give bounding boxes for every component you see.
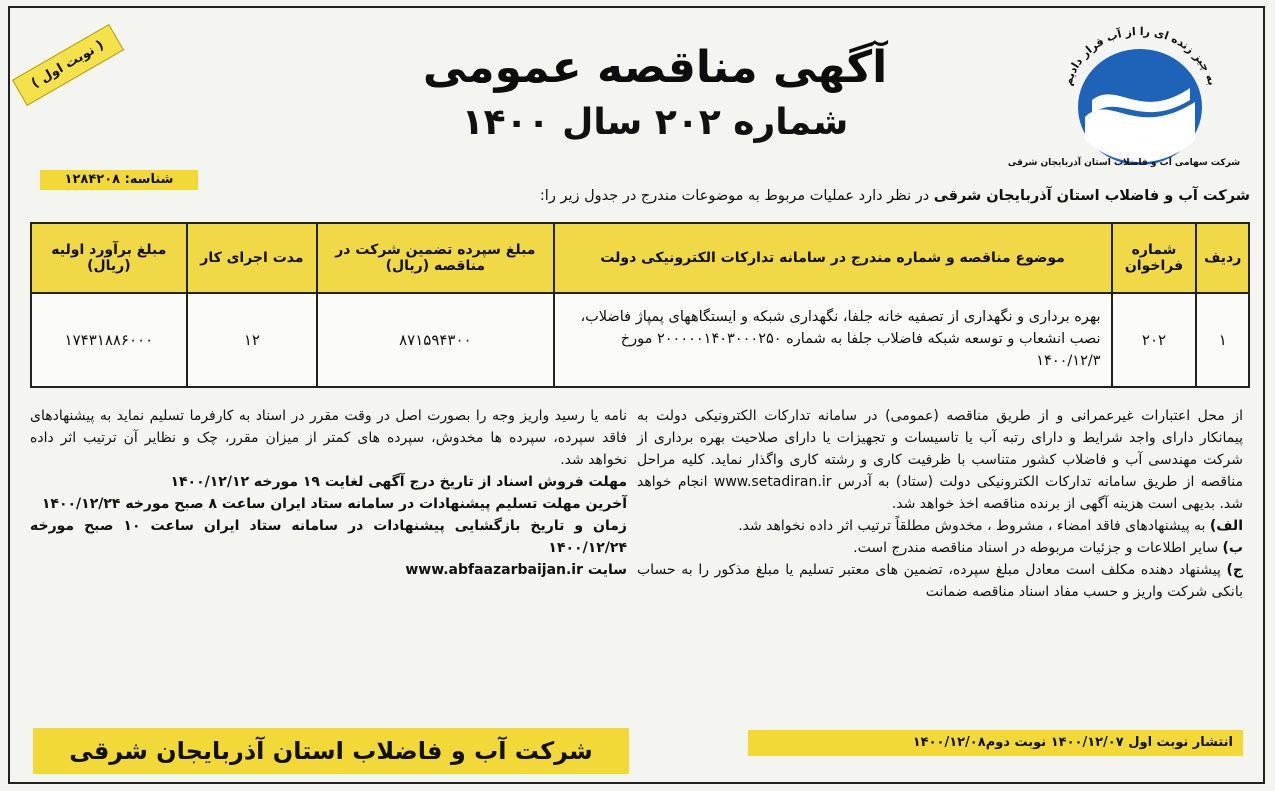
round-badge: ( نوبت اول ) (12, 24, 124, 106)
bid-opening: زمان و تاریخ بازگشایی پیشنهادات در سامانه ستاد ایران ساعت ۱۰ صبح مورخه ۱۴۰۰/۱۲/۲۴ (30, 518, 627, 556)
header-subject: موضوع مناقصه و شماره مندرج در سامانه تدارکات الکترونیکی دولت (554, 223, 1112, 293)
logo-caption: شرکت سهامی آب و فاضلاب استان آذربایجان شرقی (1007, 158, 1241, 168)
deadline-documents: مهلت فروش اسناد از تاریخ درج آگهی لغایت ۱۹ مورخه ۱۴۰۰/۱۲/۱۲ (170, 474, 627, 490)
clause-be-text: سایر اطلاعات و جزئیات مربوطه در اسناد مناقصه مندرج است. (853, 540, 1223, 556)
clause-jim-text: پیشنهاد دهنده مکلف است معادل مبلغ سپرده، تضمین های معتبر تسلیم یا مبلغ مذکور را به حساب بانکی شرکت واریز و حسب مفاد اسناد مناقصه ضمانت (637, 562, 1243, 600)
clause-be (637, 537, 1243, 559)
table-row (31, 293, 1249, 387)
website-label: سایت (587, 562, 627, 578)
clause-be-label: ب) (1222, 540, 1243, 556)
header-deposit: مبلغ سپرده تضمین شرکت در مناقصه (ریال) (317, 223, 554, 293)
company-logo-icon (1040, 22, 1240, 172)
body-paragraph-continued: نامه یا رسید واریز وجه را بصورت اصل در وقت مقرر در اسناد به کارفرما تسلیم نماید به پیشنهادهای فاقد سپرده، سپرده ها مخدوش، سپرده های کمتر از میزان مقرر، چک و نظایر آن ترتیب اثر داده نخواهد شد. (30, 408, 627, 468)
body-right-column (637, 405, 1243, 603)
cell-deposit: ۸۷۱۵۹۴۳۰۰ (317, 293, 554, 387)
table-header-row (31, 223, 1249, 293)
clause-jim (637, 559, 1243, 603)
cell-row-no: ۱ (1196, 293, 1249, 387)
clause-alef-label: الف) (1209, 518, 1243, 534)
body-paragraph: از محل اعتبارات غیرعمرانی و از طریق مناقصه (عمومی) در سامانه تدارکات الکترونیکی دولت به پیمانکار دارای واجد شرایط و دارای رتبه آب یا تاسیسات و تجهیزات یا دارای صلاحیت بهره برداری از شرکت مهندسی آب و فاضلاب کشور متناسب با ظرفیت کاری و رشته کاری واگذار نماید. کلیه مراحل مناقصه از طریق سامانه تدارکات الکترونیکی دولت (ستاد) به آدرس www.setadiran.ir انجام خواهد شد. بدیهی است هزینه آگهی از برنده مناقصه اخذ خواهد شد. (637, 408, 1243, 512)
header-row-no: ردیف (1196, 223, 1249, 293)
footer-company-name: شرکت آب و فاضلاب استان آذربایجان شرقی (33, 728, 629, 774)
deadline-bids: آخرین مهلت تسلیم پیشنهادات در سامانه ستاد ایران ساعت ۸ صبح مورخه ۱۴۰۰/۱۲/۲۴ (41, 496, 627, 512)
tender-table (30, 222, 1250, 388)
cell-call-no: ۲۰۲ (1112, 293, 1197, 387)
shenase-badge: شناسه: ۱۲۸۴۲۰۸ (40, 170, 198, 190)
body-left-column (30, 405, 627, 581)
intro-text: در نظر دارد عملیات مربوط به موضوعات مندرج در جدول زیر را: (539, 188, 934, 204)
cell-estimate: ۱۷۴۳۱۸۸۶۰۰۰ (31, 293, 187, 387)
website-line (30, 559, 627, 581)
clause-alef (637, 515, 1243, 537)
header-call-no: شماره فراخوان (1112, 223, 1197, 293)
intro-company: شرکت آب و فاضلاب استان آذربایجان شرقی (933, 188, 1250, 204)
cell-subject: بهره برداری و نگهداری از تصفیه خانه جلفا، نگهداری شبکه و ایستگاههای پمپاژ فاضلاب، نصب انشعاب و توسعه شبکه فاضلاب جلفا به شماره ۲۰۰۰۰۰۱۴۰۳۰۰۰۲۵۰ مورخ ۱۴۰۰/۱۲/۳ (554, 293, 1112, 387)
clause-jim-label: ج) (1226, 562, 1243, 578)
ad-subtitle: شماره ۲۰۲ سال ۱۴۰۰ (461, 102, 849, 143)
header-estimate: مبلغ برآورد اولیه (ریال) (31, 223, 187, 293)
cell-duration: ۱۲ (187, 293, 317, 387)
intro-line (420, 188, 1250, 204)
header-duration: مدت اجرای کار (187, 223, 317, 293)
website-link[interactable]: www.abfaazarbaijan.ir (405, 562, 588, 578)
logo-arc-text: به چیز زنده ای را از آب قرار دادیم (1061, 24, 1219, 87)
ad-title: آگهی مناقصه عمومی (422, 42, 888, 93)
publish-dates: انتشار نوبت اول ۱۴۰۰/۱۲/۰۷ نوبت دوم۱۴۰۰/۱۲/۰۸ (748, 730, 1243, 756)
clause-alef-text: به پیشنهادهای فاقد امضاء ، مشروط ، مخدوش مطلقاً ترتیب اثر داده نخواهد شد. (738, 518, 1210, 534)
